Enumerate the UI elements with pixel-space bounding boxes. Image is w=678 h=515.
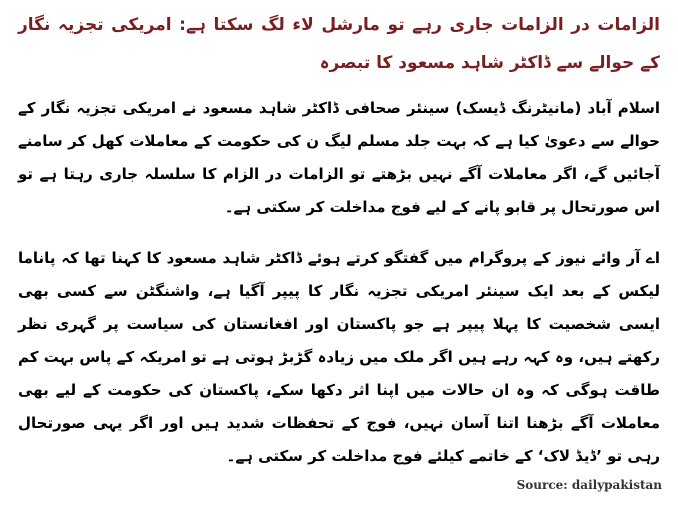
article-body: [18, 6, 660, 491]
article-headline: الزامات در الزامات جاری رہے تو مارشل لاء لگ سکتا ہے: امریکی تجزیہ نگار کے حوالے سے ڈاکٹر شاہد مسعود کا تبصرہ: [18, 15, 660, 73]
article-paragraph-1: اسلام آباد (مانیٹرنگ ڈیسک) سینئر صحافی ڈاکٹر شاہد مسعود نے امریکی تجزیہ نگار کے حوالے سے دعویٰ کیا ہے کہ بہت جلد مسلم لیگ ن کی حکومت کے معاملات کھل کر سامنے آجائیں گے، اگر معاملات آگے نہیں بڑھتے تو الزامات در الزام کا سلسلہ جاری رہتا ہے تو اس صورتحال پر قابو پانے کے لیے فوج مداخلت کر سکتی ہے۔: [18, 99, 660, 216]
source-credit: Source: dailypakistan: [516, 478, 662, 492]
article-paragraph-2: اے آر وائے نیوز کے پروگرام میں گفتگو کرتے ہوئے ڈاکٹر شاہد مسعود کا کہنا تھا کہ پاناما لیکس کے بعد ایک سینئر امریکی تجزیہ نگار کا پیپر آگیا ہے، واشنگٹن سے کسی بھی ایسی شخصیت کا پہلا پیپر ہے جو پاکستان اور افغانستان کی سیاست پر گہری نظر رکھتے ہیں، وہ کہہ رہے ہیں اگر ملک میں زیادہ گڑبڑ ہوتی ہے تو امریکہ کے پاس بہت کم طاقت ہوگی کہ وہ ان حالات میں اپنا اثر دکھا سکے، پاکستان کی حکومت کے لیے بھی معاملات آگے بڑھنا اتنا آسان نہیں، فوج کے تحفظات شدید ہیں اور اگر یہی صورتحال رہی تو ’ڈیڈ لاک‘ کے خاتمے کیلئے فوج مداخلت کر سکتی ہے۔: [18, 249, 660, 465]
